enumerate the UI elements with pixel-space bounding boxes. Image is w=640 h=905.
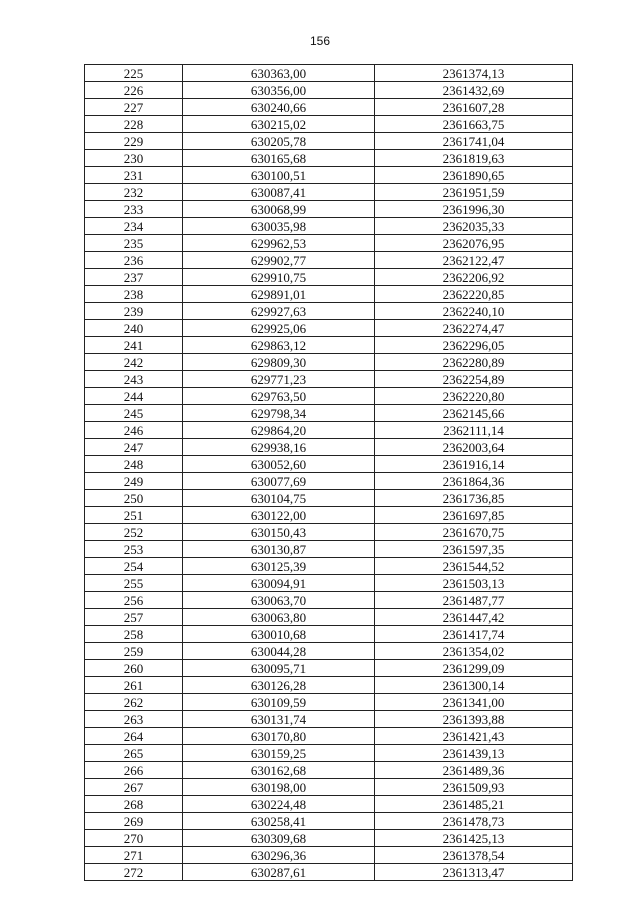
- point-number-cell: 269: [85, 813, 183, 830]
- y-coordinate-cell: 2361819,63: [375, 150, 573, 167]
- point-number-cell: 227: [85, 99, 183, 116]
- x-coordinate-cell: 630205,78: [183, 133, 375, 150]
- x-coordinate-cell: 630296,36: [183, 847, 375, 864]
- point-number-cell: 245: [85, 405, 183, 422]
- point-number-cell: 241: [85, 337, 183, 354]
- table-row: [85, 116, 573, 133]
- point-number-cell: 263: [85, 711, 183, 728]
- table-row: [85, 626, 573, 643]
- point-number-cell: 255: [85, 575, 183, 592]
- table-row: [85, 847, 573, 864]
- x-coordinate-cell: 630094,91: [183, 575, 375, 592]
- x-coordinate-cell: 630215,02: [183, 116, 375, 133]
- point-number-cell: 231: [85, 167, 183, 184]
- y-coordinate-cell: 2361313,47: [375, 864, 573, 881]
- table-row: [85, 337, 573, 354]
- point-number-cell: 258: [85, 626, 183, 643]
- point-number-cell: 254: [85, 558, 183, 575]
- y-coordinate-cell: 2361299,09: [375, 660, 573, 677]
- point-number-cell: 271: [85, 847, 183, 864]
- x-coordinate-cell: 630100,51: [183, 167, 375, 184]
- table-row: [85, 269, 573, 286]
- x-coordinate-cell: 630125,39: [183, 558, 375, 575]
- x-coordinate-cell: 629962,53: [183, 235, 375, 252]
- y-coordinate-cell: 2362076,95: [375, 235, 573, 252]
- y-coordinate-cell: 2361485,21: [375, 796, 573, 813]
- table-row: [85, 762, 573, 779]
- x-coordinate-cell: 630165,68: [183, 150, 375, 167]
- table-row: [85, 575, 573, 592]
- x-coordinate-cell: 630063,80: [183, 609, 375, 626]
- table-row: [85, 184, 573, 201]
- point-number-cell: 226: [85, 82, 183, 99]
- table-row: [85, 592, 573, 609]
- y-coordinate-cell: 2361916,14: [375, 456, 573, 473]
- y-coordinate-cell: 2361393,88: [375, 711, 573, 728]
- x-coordinate-cell: 630052,60: [183, 456, 375, 473]
- point-number-cell: 260: [85, 660, 183, 677]
- y-coordinate-cell: 2362274,47: [375, 320, 573, 337]
- y-coordinate-cell: 2361864,36: [375, 473, 573, 490]
- x-coordinate-cell: 629925,06: [183, 320, 375, 337]
- y-coordinate-cell: 2361663,75: [375, 116, 573, 133]
- table-row: [85, 354, 573, 371]
- table-row: [85, 252, 573, 269]
- point-number-cell: 240: [85, 320, 183, 337]
- point-number-cell: 252: [85, 524, 183, 541]
- point-number-cell: 259: [85, 643, 183, 660]
- table-row: [85, 813, 573, 830]
- x-coordinate-cell: 630077,69: [183, 473, 375, 490]
- y-coordinate-cell: 2361425,13: [375, 830, 573, 847]
- table-row: [85, 643, 573, 660]
- y-coordinate-cell: 2361487,77: [375, 592, 573, 609]
- x-coordinate-cell: 630240,66: [183, 99, 375, 116]
- point-number-cell: 261: [85, 677, 183, 694]
- table-row: [85, 558, 573, 575]
- x-coordinate-cell: 629910,75: [183, 269, 375, 286]
- y-coordinate-cell: 2361489,36: [375, 762, 573, 779]
- y-coordinate-cell: 2362145,66: [375, 405, 573, 422]
- y-coordinate-cell: 2361736,85: [375, 490, 573, 507]
- y-coordinate-cell: 2361544,52: [375, 558, 573, 575]
- point-number-cell: 262: [85, 694, 183, 711]
- point-number-cell: 233: [85, 201, 183, 218]
- x-coordinate-cell: 630131,74: [183, 711, 375, 728]
- coordinates-table: [84, 64, 573, 881]
- x-coordinate-cell: 629763,50: [183, 388, 375, 405]
- y-coordinate-cell: 2362280,89: [375, 354, 573, 371]
- table-row: [85, 439, 573, 456]
- point-number-cell: 268: [85, 796, 183, 813]
- table-row: [85, 779, 573, 796]
- point-number-cell: 235: [85, 235, 183, 252]
- y-coordinate-cell: 2361478,73: [375, 813, 573, 830]
- y-coordinate-cell: 2362240,10: [375, 303, 573, 320]
- point-number-cell: 229: [85, 133, 183, 150]
- table-row: [85, 660, 573, 677]
- y-coordinate-cell: 2361503,13: [375, 575, 573, 592]
- point-number-cell: 270: [85, 830, 183, 847]
- table-row: [85, 830, 573, 847]
- table-row: [85, 456, 573, 473]
- table-row: [85, 150, 573, 167]
- y-coordinate-cell: 2361741,04: [375, 133, 573, 150]
- point-number-cell: 236: [85, 252, 183, 269]
- point-number-cell: 249: [85, 473, 183, 490]
- table-row: [85, 286, 573, 303]
- point-number-cell: 243: [85, 371, 183, 388]
- y-coordinate-cell: 2361417,74: [375, 626, 573, 643]
- point-number-cell: 248: [85, 456, 183, 473]
- coordinates-table-body: [85, 65, 573, 881]
- y-coordinate-cell: 2361607,28: [375, 99, 573, 116]
- point-number-cell: 267: [85, 779, 183, 796]
- table-row: [85, 609, 573, 626]
- y-coordinate-cell: 2361341,00: [375, 694, 573, 711]
- y-coordinate-cell: 2362254,89: [375, 371, 573, 388]
- table-row: [85, 303, 573, 320]
- y-coordinate-cell: 2361432,69: [375, 82, 573, 99]
- table-row: [85, 218, 573, 235]
- x-coordinate-cell: 629891,01: [183, 286, 375, 303]
- point-number-cell: 264: [85, 728, 183, 745]
- table-row: [85, 133, 573, 150]
- x-coordinate-cell: 630309,68: [183, 830, 375, 847]
- table-row: [85, 235, 573, 252]
- y-coordinate-cell: 2361354,02: [375, 643, 573, 660]
- point-number-cell: 272: [85, 864, 183, 881]
- x-coordinate-cell: 629902,77: [183, 252, 375, 269]
- x-coordinate-cell: 630063,70: [183, 592, 375, 609]
- point-number-cell: 237: [85, 269, 183, 286]
- x-coordinate-cell: 630170,80: [183, 728, 375, 745]
- x-coordinate-cell: 629771,23: [183, 371, 375, 388]
- table-row: [85, 371, 573, 388]
- point-number-cell: 228: [85, 116, 183, 133]
- point-number-cell: 242: [85, 354, 183, 371]
- x-coordinate-cell: 630356,00: [183, 82, 375, 99]
- y-coordinate-cell: 2361697,85: [375, 507, 573, 524]
- y-coordinate-cell: 2362111,14: [375, 422, 573, 439]
- x-coordinate-cell: 630130,87: [183, 541, 375, 558]
- point-number-cell: 225: [85, 65, 183, 82]
- x-coordinate-cell: 630258,41: [183, 813, 375, 830]
- table-row: [85, 473, 573, 490]
- y-coordinate-cell: 2362035,33: [375, 218, 573, 235]
- table-row: [85, 99, 573, 116]
- y-coordinate-cell: 2362220,80: [375, 388, 573, 405]
- point-number-cell: 266: [85, 762, 183, 779]
- x-coordinate-cell: 630126,28: [183, 677, 375, 694]
- point-number-cell: 234: [85, 218, 183, 235]
- point-number-cell: 247: [85, 439, 183, 456]
- y-coordinate-cell: 2361374,13: [375, 65, 573, 82]
- table-row: [85, 201, 573, 218]
- point-number-cell: 238: [85, 286, 183, 303]
- table-row: [85, 541, 573, 558]
- y-coordinate-cell: 2361300,14: [375, 677, 573, 694]
- point-number-cell: 232: [85, 184, 183, 201]
- point-number-cell: 246: [85, 422, 183, 439]
- point-number-cell: 239: [85, 303, 183, 320]
- x-coordinate-cell: 630087,41: [183, 184, 375, 201]
- x-coordinate-cell: 630109,59: [183, 694, 375, 711]
- point-number-cell: 253: [85, 541, 183, 558]
- point-number-cell: 257: [85, 609, 183, 626]
- y-coordinate-cell: 2361597,35: [375, 541, 573, 558]
- x-coordinate-cell: 630095,71: [183, 660, 375, 677]
- x-coordinate-cell: 630068,99: [183, 201, 375, 218]
- x-coordinate-cell: 630035,98: [183, 218, 375, 235]
- x-coordinate-cell: 630122,00: [183, 507, 375, 524]
- x-coordinate-cell: 629863,12: [183, 337, 375, 354]
- table-row: [85, 524, 573, 541]
- x-coordinate-cell: 630150,43: [183, 524, 375, 541]
- x-coordinate-cell: 630363,00: [183, 65, 375, 82]
- y-coordinate-cell: 2362122,47: [375, 252, 573, 269]
- x-coordinate-cell: 629809,30: [183, 354, 375, 371]
- table-row: [85, 405, 573, 422]
- table-row: [85, 320, 573, 337]
- table-row: [85, 507, 573, 524]
- y-coordinate-cell: 2361378,54: [375, 847, 573, 864]
- point-number-cell: 244: [85, 388, 183, 405]
- y-coordinate-cell: 2361996,30: [375, 201, 573, 218]
- table-row: [85, 490, 573, 507]
- table-row: [85, 864, 573, 881]
- y-coordinate-cell: 2362296,05: [375, 337, 573, 354]
- table-row: [85, 388, 573, 405]
- point-number-cell: 256: [85, 592, 183, 609]
- point-number-cell: 230: [85, 150, 183, 167]
- y-coordinate-cell: 2361509,93: [375, 779, 573, 796]
- y-coordinate-cell: 2361890,65: [375, 167, 573, 184]
- page-number: 156: [309, 34, 331, 48]
- x-coordinate-cell: 630224,48: [183, 796, 375, 813]
- y-coordinate-cell: 2362206,92: [375, 269, 573, 286]
- point-number-cell: 265: [85, 745, 183, 762]
- x-coordinate-cell: 630044,28: [183, 643, 375, 660]
- x-coordinate-cell: 630198,00: [183, 779, 375, 796]
- y-coordinate-cell: 2361447,42: [375, 609, 573, 626]
- table-row: [85, 677, 573, 694]
- x-coordinate-cell: 630010,68: [183, 626, 375, 643]
- x-coordinate-cell: 629798,34: [183, 405, 375, 422]
- table-row: [85, 694, 573, 711]
- y-coordinate-cell: 2361951,59: [375, 184, 573, 201]
- y-coordinate-cell: 2361670,75: [375, 524, 573, 541]
- y-coordinate-cell: 2362003,64: [375, 439, 573, 456]
- y-coordinate-cell: 2361421,43: [375, 728, 573, 745]
- x-coordinate-cell: 629938,16: [183, 439, 375, 456]
- table-row: [85, 422, 573, 439]
- y-coordinate-cell: 2361439,13: [375, 745, 573, 762]
- x-coordinate-cell: 630162,68: [183, 762, 375, 779]
- table-row: [85, 796, 573, 813]
- point-number-cell: 251: [85, 507, 183, 524]
- x-coordinate-cell: 630287,61: [183, 864, 375, 881]
- x-coordinate-cell: 630159,25: [183, 745, 375, 762]
- point-number-cell: 250: [85, 490, 183, 507]
- y-coordinate-cell: 2362220,85: [375, 286, 573, 303]
- table-row: [85, 728, 573, 745]
- table-row: [85, 167, 573, 184]
- x-coordinate-cell: 630104,75: [183, 490, 375, 507]
- table-row: [85, 65, 573, 82]
- table-row: [85, 82, 573, 99]
- table-row: [85, 711, 573, 728]
- x-coordinate-cell: 629927,63: [183, 303, 375, 320]
- x-coordinate-cell: 629864,20: [183, 422, 375, 439]
- table-row: [85, 745, 573, 762]
